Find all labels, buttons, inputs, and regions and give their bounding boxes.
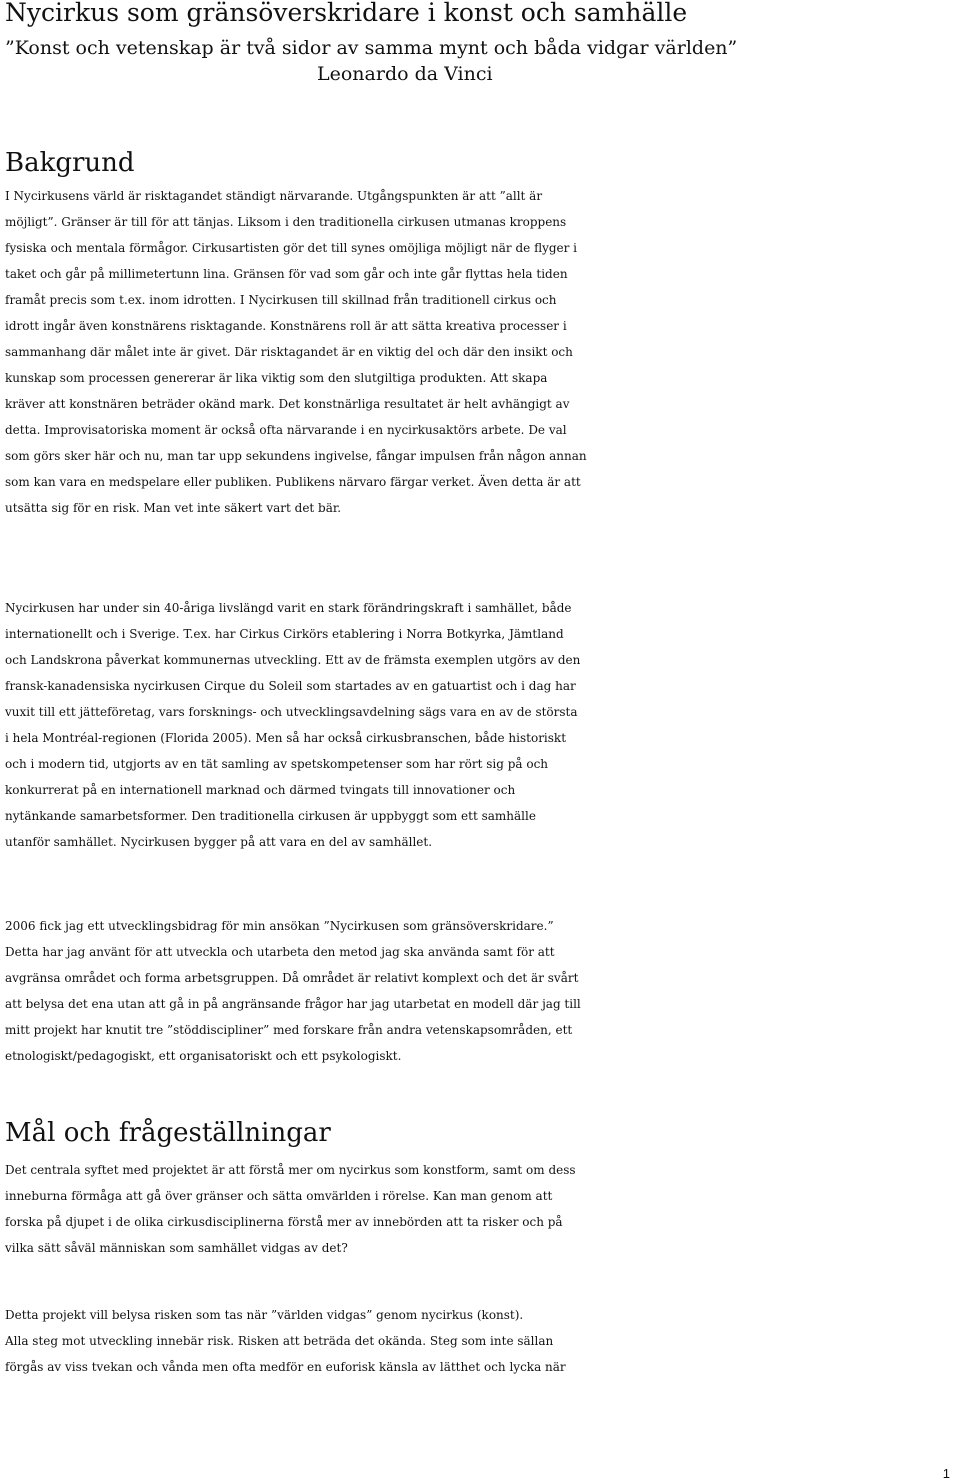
text-line: inneburna förmåga att gå över gränser och sätta omvärlden i rörelse. Kan man genom att <box>5 1189 553 1203</box>
section-heading-mal: Mål och frågeställningar <box>5 1118 331 1148</box>
text-line: Alla steg mot utveckling innebär risk. Risken att beträda det okända. Steg som inte sällan <box>5 1334 554 1348</box>
section-heading-bakgrund: Bakgrund <box>5 148 135 178</box>
document-title: Nycirkus som gränsöverskridare i konst och samhälle <box>5 0 688 27</box>
paragraph-bakgrund-1 <box>5 183 955 521</box>
text-line: utanför samhället. Nycirkusen bygger på att vara en del av samhället. <box>5 835 433 849</box>
text-line: forska på djupet i de olika cirkusdisciplinerna förstå mer av innebörden att ta risker och på <box>5 1215 563 1229</box>
text-line: sammanhang där målet inte är givet. Där risktagandet är en viktig del och där den insikt och <box>5 345 573 359</box>
document-page <box>5 0 955 1374</box>
text-line: 2006 fick jag ett utvecklingsbidrag för min ansökan ”Nycirkusen som gränsöverskridare.” <box>5 919 554 933</box>
text-line: vilka sätt såväl människan som samhället vidgas av det? <box>5 1241 348 1255</box>
text-line: och Landskrona påverkat kommunernas utveckling. Ett av de främsta exemplen utgörs av den <box>5 653 581 667</box>
text-line: utsätta sig för en risk. Man vet inte säkert vart det bär. <box>5 501 342 515</box>
text-line: idrott ingår även konstnärens risktagande. Konstnärens roll är att sätta kreativa processer i <box>5 319 567 333</box>
paragraph-bakgrund-2 <box>5 595 955 855</box>
text-line: fysiska och mentala förmågor. Cirkusartisten gör det till synes omöjliga möjligt när de flyger i <box>5 241 578 255</box>
text-line: Det centrala syftet med projektet är att förstå mer om nycirkus som konstform, samt om dess <box>5 1163 576 1177</box>
epigraph <box>5 35 955 87</box>
text-line: avgränsa området och forma arbetsgruppen. Då området är relativt komplext och det är svårt <box>5 971 579 985</box>
text-line: Detta projekt vill belysa risken som tas när ”världen vidgas” genom nycirkus (konst). <box>5 1308 524 1322</box>
epigraph-quote: ”Konst och vetenskap är två sidor av samma mynt och båda vidgar världen” <box>5 37 738 59</box>
text-line: nytänkande samarbetsformer. Den traditionella cirkusen är uppbyggt som ett samhälle <box>5 809 536 823</box>
text-line: förgås av viss tvekan och vånda men ofta medför en euforisk känsla av lätthet och lycka när <box>5 1360 566 1374</box>
epigraph-author: Leonardo da Vinci <box>317 63 493 85</box>
text-line: konkurrerat på en internationell marknad och därmed tvingats till innovationer och <box>5 783 516 797</box>
text-line: I Nycirkusens värld är risktagandet ständigt närvarande. Utgångspunkten är att ”allt är <box>5 189 543 203</box>
text-line: detta. Improvisatoriska moment är också ofta närvarande i en nycirkusaktörs arbete. De val <box>5 423 567 437</box>
text-line: möjligt”. Gränser är till för att tänjas. Liksom i den traditionella cirkusen utmanas kroppens <box>5 215 567 229</box>
text-line: kunskap som processen genererar är lika viktig som den slutgiltiga produkten. Att skapa <box>5 371 548 385</box>
page-number: 1 <box>942 1466 950 1481</box>
text-line: kräver att konstnären beträder okänd mark. Det konstnärliga resultatet är helt avhängigt av <box>5 397 570 411</box>
paragraph-mal-1 <box>5 1157 955 1261</box>
text-line: som kan vara en medspelare eller publiken. Publikens närvaro färgar verket. Även detta är att <box>5 475 581 489</box>
text-line: mitt projekt har knutit tre ”stöddiscipliner” med forskare från andra vetenskapsområden, ett <box>5 1023 573 1037</box>
text-line: etnologiskt/pedagogiskt, ett organisatoriskt och ett psykologiskt. <box>5 1049 402 1063</box>
text-line: och i modern tid, utgjorts av en tät samling av spetskompetenser som har rört sig på och <box>5 757 549 771</box>
text-line: att belysa det ena utan att gå in på angränsande frågor har jag utarbetat en modell där jag till <box>5 997 581 1011</box>
text-line: fransk-kanadensiska nycirkusen Cirque du Soleil som startades av en gatuartist och i dag har <box>5 679 576 693</box>
paragraph-bakgrund-3 <box>5 913 955 1069</box>
text-line: Nycirkusen har under sin 40-åriga livslängd varit en stark förändringskraft i samhället, både <box>5 601 572 615</box>
text-line: internationellt och i Sverige. T.ex. har Cirkus Cirkörs etablering i Norra Botkyrka, Jämtland <box>5 627 564 641</box>
text-line: taket och går på millimetertunn lina. Gränsen för vad som går och inte går flyttas hela tiden <box>5 267 568 281</box>
paragraph-mal-2 <box>5 1302 955 1380</box>
text-line: i hela Montréal-regionen (Florida 2005). Men så har också cirkusbranschen, både historiskt <box>5 731 567 745</box>
text-line: vuxit till ett jätteföretag, vars forsknings- och utvecklingsavdelning sägs vara en av de största <box>5 705 578 719</box>
text-line: som görs sker här och nu, man tar upp sekundens ingivelse, fångar impulsen från någon annan <box>5 449 587 463</box>
text-line: Detta har jag använt för att utveckla och utarbeta den metod jag ska använda samt för att <box>5 945 555 959</box>
text-line: framåt precis som t.ex. inom idrotten. I Nycirkusen till skillnad från traditionell cirkus och <box>5 293 557 307</box>
